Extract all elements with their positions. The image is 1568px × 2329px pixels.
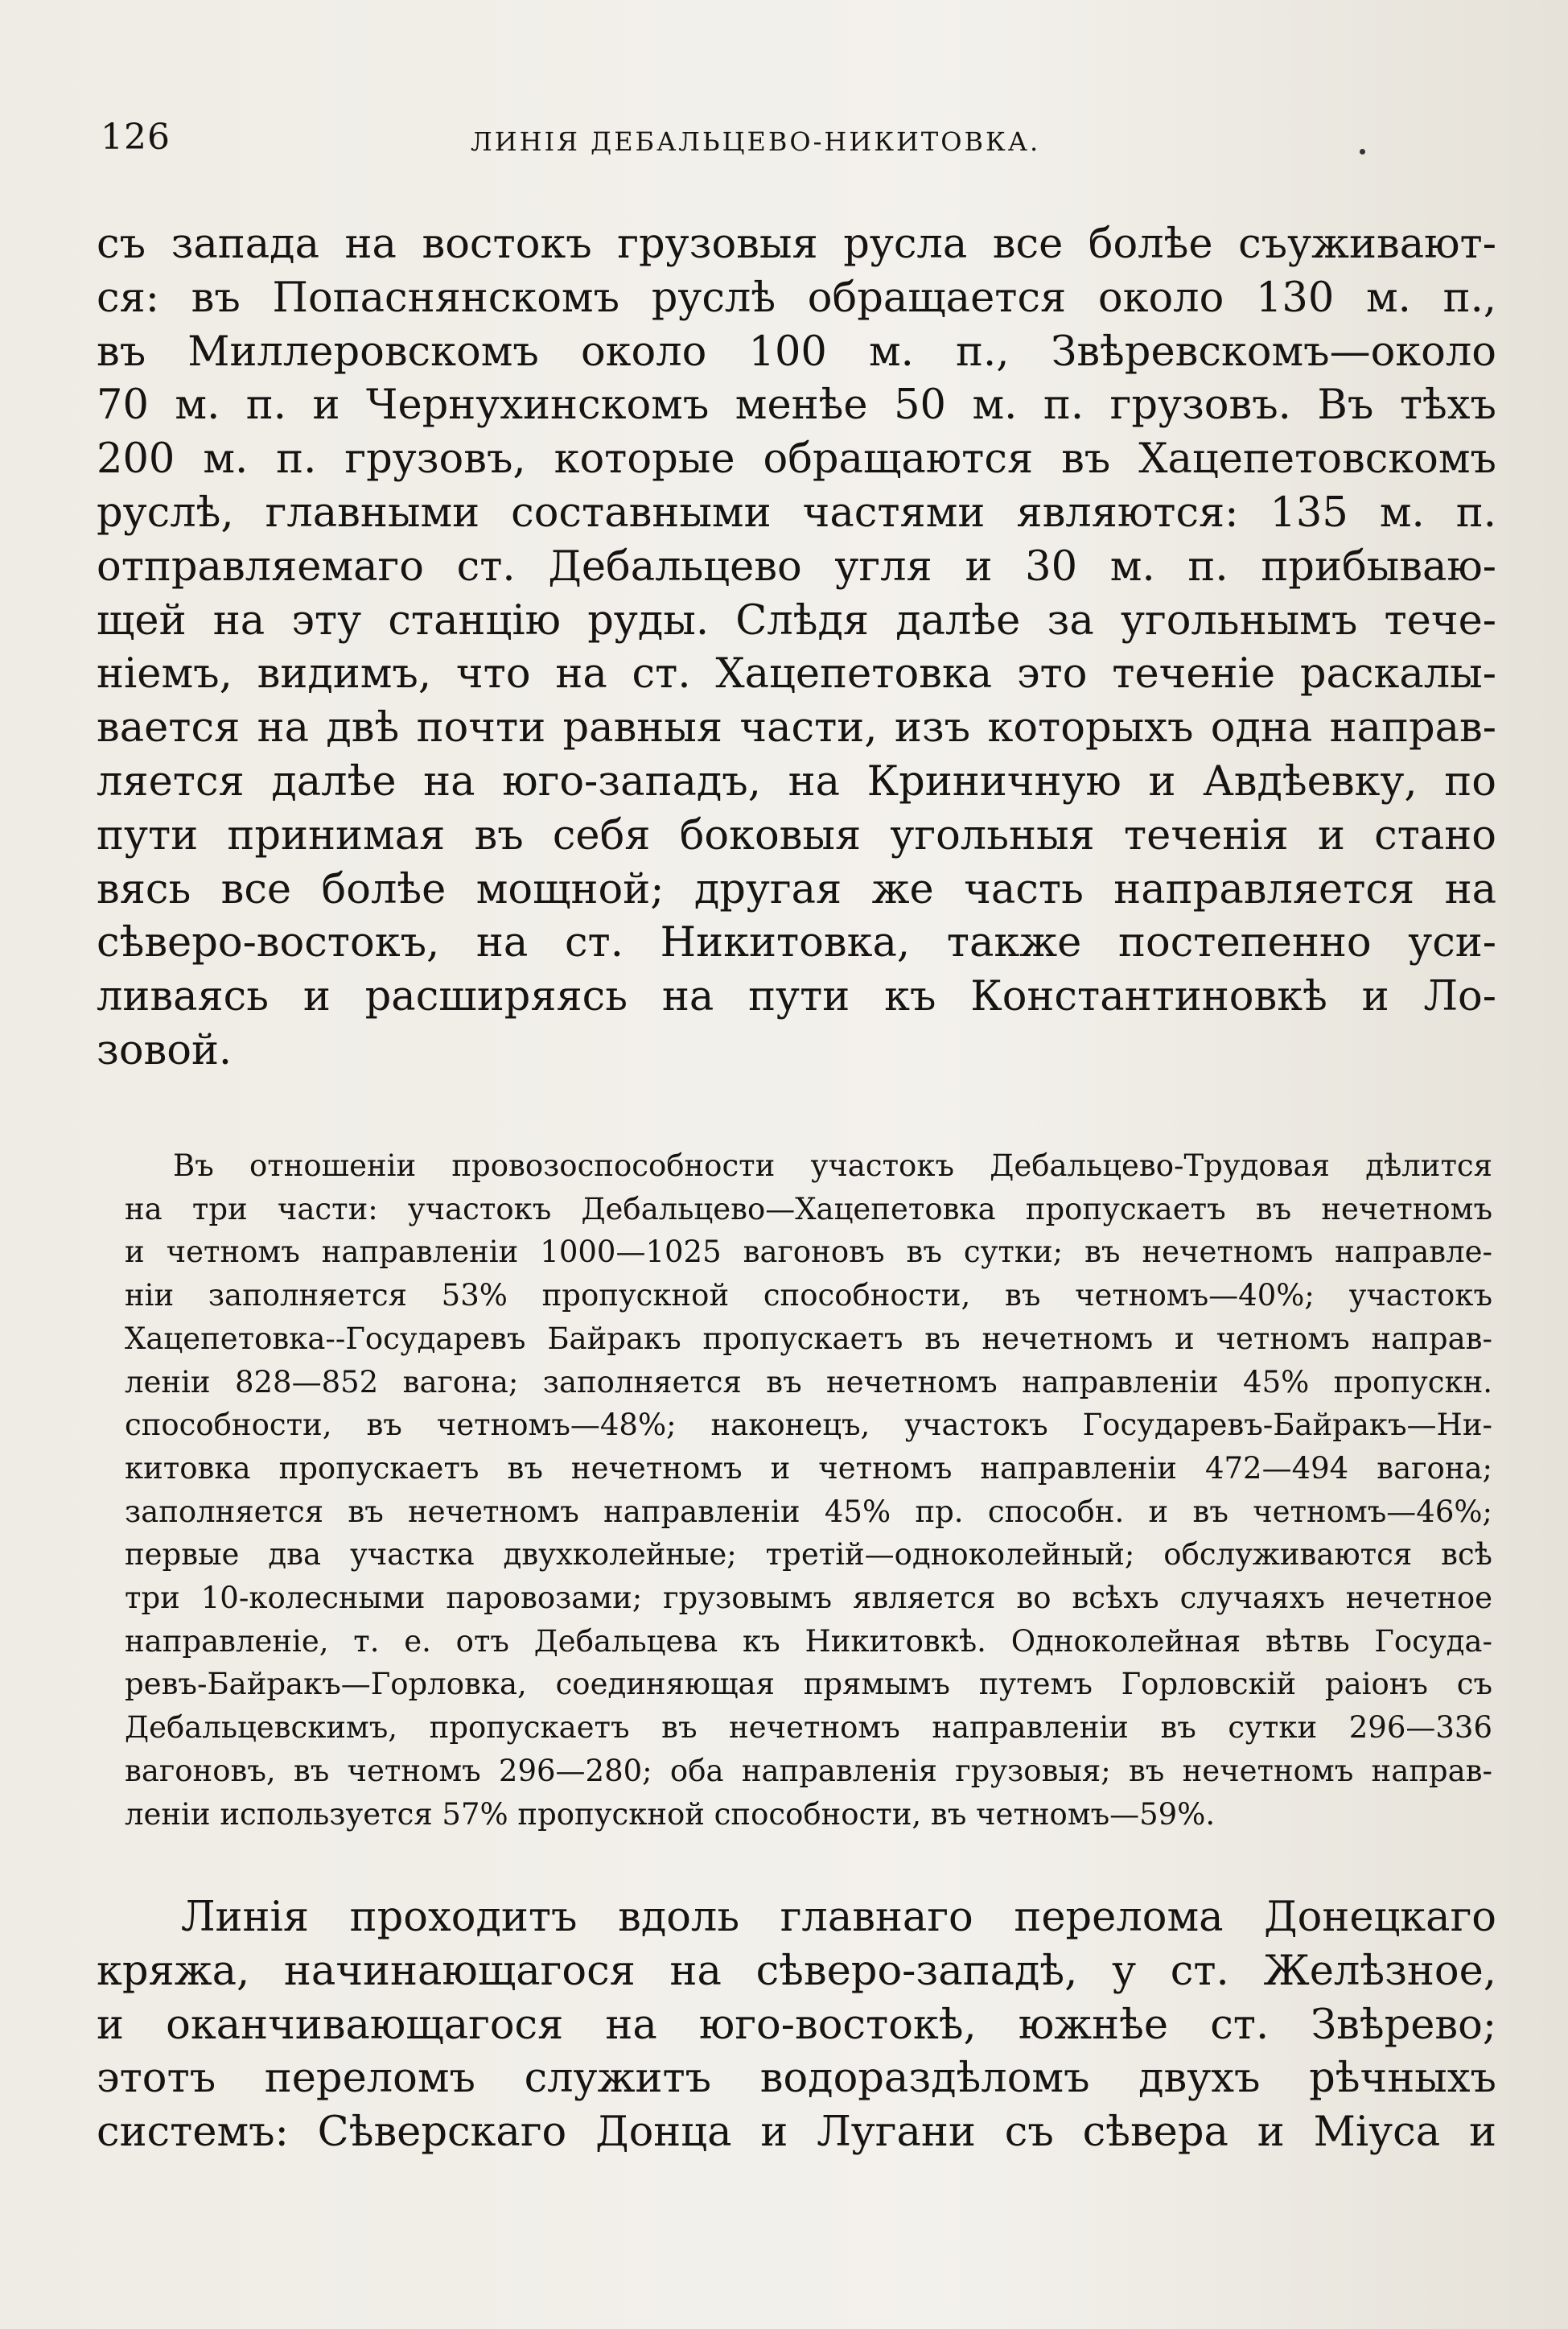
note-line: леніи 828—852 вагона; заполняется въ нечетномъ направленіи 45% пропускн.: [125, 1365, 1492, 1399]
paragraph-1-line: съ запада на востокъ грузовыя русла все болѣе съуживают-: [97, 221, 1496, 268]
note-line: направленіе, т. е. отъ Дебальцева къ Никитовкѣ. Одноколейная вѣтвь Госуда-: [125, 1624, 1492, 1659]
note-line: ревъ-Байракъ—Горловка, соединяющая прямымъ путемъ Горловскій раіонъ съ: [125, 1667, 1492, 1701]
page-number: 126: [101, 117, 171, 158]
paragraph-1-line: пути принимая въ себя боковыя угольныя теченія и стано: [97, 812, 1496, 859]
note-line: заполняется въ нечетномъ направленіи 45% пр. способн. и въ четномъ—46%;: [125, 1494, 1492, 1529]
paragraph-1-line: щей на эту станцію руды. Слѣдя далѣе за угольнымъ тече-: [97, 597, 1496, 645]
note-line: и четномъ направленіи 1000—1025 вагоновъ въ сутки; въ нечетномъ направле-: [125, 1235, 1492, 1269]
header-dot: [1360, 149, 1365, 155]
note-line: вагоновъ, въ четномъ 296—280; оба направленія грузовыя; въ нечетномъ направ-: [125, 1754, 1492, 1788]
paragraph-2-line: системъ: Сѣверскаго Донца и Лугани съ сѣвера и Міуса и: [97, 2108, 1496, 2156]
paragraph-1-line: руслѣ, главными составными частями являются: 135 м. п.: [97, 489, 1496, 537]
note-line: леніи используется 57% пропускной способности, въ четномъ—59%.: [125, 1797, 1216, 1832]
paragraph-1-line: ніемъ, видимъ, что на ст. Хацепетовка это теченіе раскалы-: [97, 650, 1496, 698]
paragraph-2-line: и оканчивающагося на юго-востокѣ, южнѣе ст. Звѣрево;: [97, 2001, 1496, 2049]
page-header: [101, 117, 1484, 165]
note-line: китовка пропускаетъ въ нечетномъ и четномъ направленіи 472—494 вагона;: [125, 1451, 1492, 1486]
paragraph-2-line: кряжа, начинающагося на сѣверо-западѣ, у ст. Желѣзное,: [97, 1948, 1496, 1995]
note-line: первые два участка двухколейные; третій—одноколейный; обслуживаются всѣ: [125, 1537, 1492, 1572]
note-line: три 10-колесными паровозами; грузовымъ является во всѣхъ случаяхъ нечетное: [125, 1581, 1492, 1615]
paragraph-1-line: ляется далѣе на юго-западъ, на Криничную и Авдѣевку, по: [97, 758, 1496, 806]
paragraph-1-line: сѣверо-востокъ, на ст. Никитовка, также постепенно уси-: [97, 919, 1496, 967]
paragraph-2-line: этотъ переломъ служитъ водораздѣломъ двухъ рѣчныхъ: [97, 2055, 1496, 2102]
paragraph-1-line: отправляемаго ст. Дебальцево угля и 30 м. п. прибываю-: [97, 543, 1496, 591]
note-line: на три части: участокъ Дебальцево—Хацепетовка пропускаетъ въ нечетномъ: [125, 1192, 1492, 1226]
note-line: ніи заполняется 53% пропускной способности, въ четномъ—40%; участокъ: [125, 1278, 1492, 1313]
note-line: Дебальцевскимъ, пропускаетъ въ нечетномъ направленіи въ сутки 296—336: [125, 1710, 1492, 1745]
paragraph-1-line: въ Миллеровскомъ около 100 м. п., Звѣревскомъ—около: [97, 328, 1496, 376]
paragraph-1-line: вается на двѣ почти равныя части, изъ которыхъ одна направ-: [97, 704, 1496, 752]
note-line: Хацепетовка--Государевъ Байракъ пропускаетъ въ нечетномъ и четномъ направ-: [125, 1321, 1492, 1356]
note-line: способности, въ четномъ—48%; наконецъ, участокъ Государевъ-Байракъ—Ни-: [125, 1408, 1492, 1442]
running-title: ЛИНІЯ ДЕБАЛЬЦЕВО-НИКИТОВКА.: [471, 126, 1041, 157]
paragraph-1-line: ливаясь и расширяясь на пути къ Константиновкѣ и Ло-: [97, 973, 1496, 1020]
paragraph-1-line: ся: въ Попаснянскомъ руслѣ обращается около 130 м. п.,: [97, 274, 1496, 322]
paragraph-1-line: 70 м. п. и Чернухинскомъ менѣе 50 м. п. грузовъ. Въ тѣхъ: [97, 381, 1496, 429]
paragraph-2-line: Линія проходитъ вдоль главнаго перелома Донецкаго: [181, 1894, 1496, 1941]
note-line: Въ отношеніи провозоспособности участокъ Дебальцево-Трудовая дѣлится: [173, 1148, 1492, 1183]
paragraph-1-line: 200 м. п. грузовъ, которые обращаются въ Хацепетовскомъ: [97, 435, 1496, 483]
paragraph-1-line: вясь все болѣе мощной; другая же часть направляется на: [97, 866, 1496, 913]
paragraph-1-line: зовой.: [97, 1027, 233, 1074]
